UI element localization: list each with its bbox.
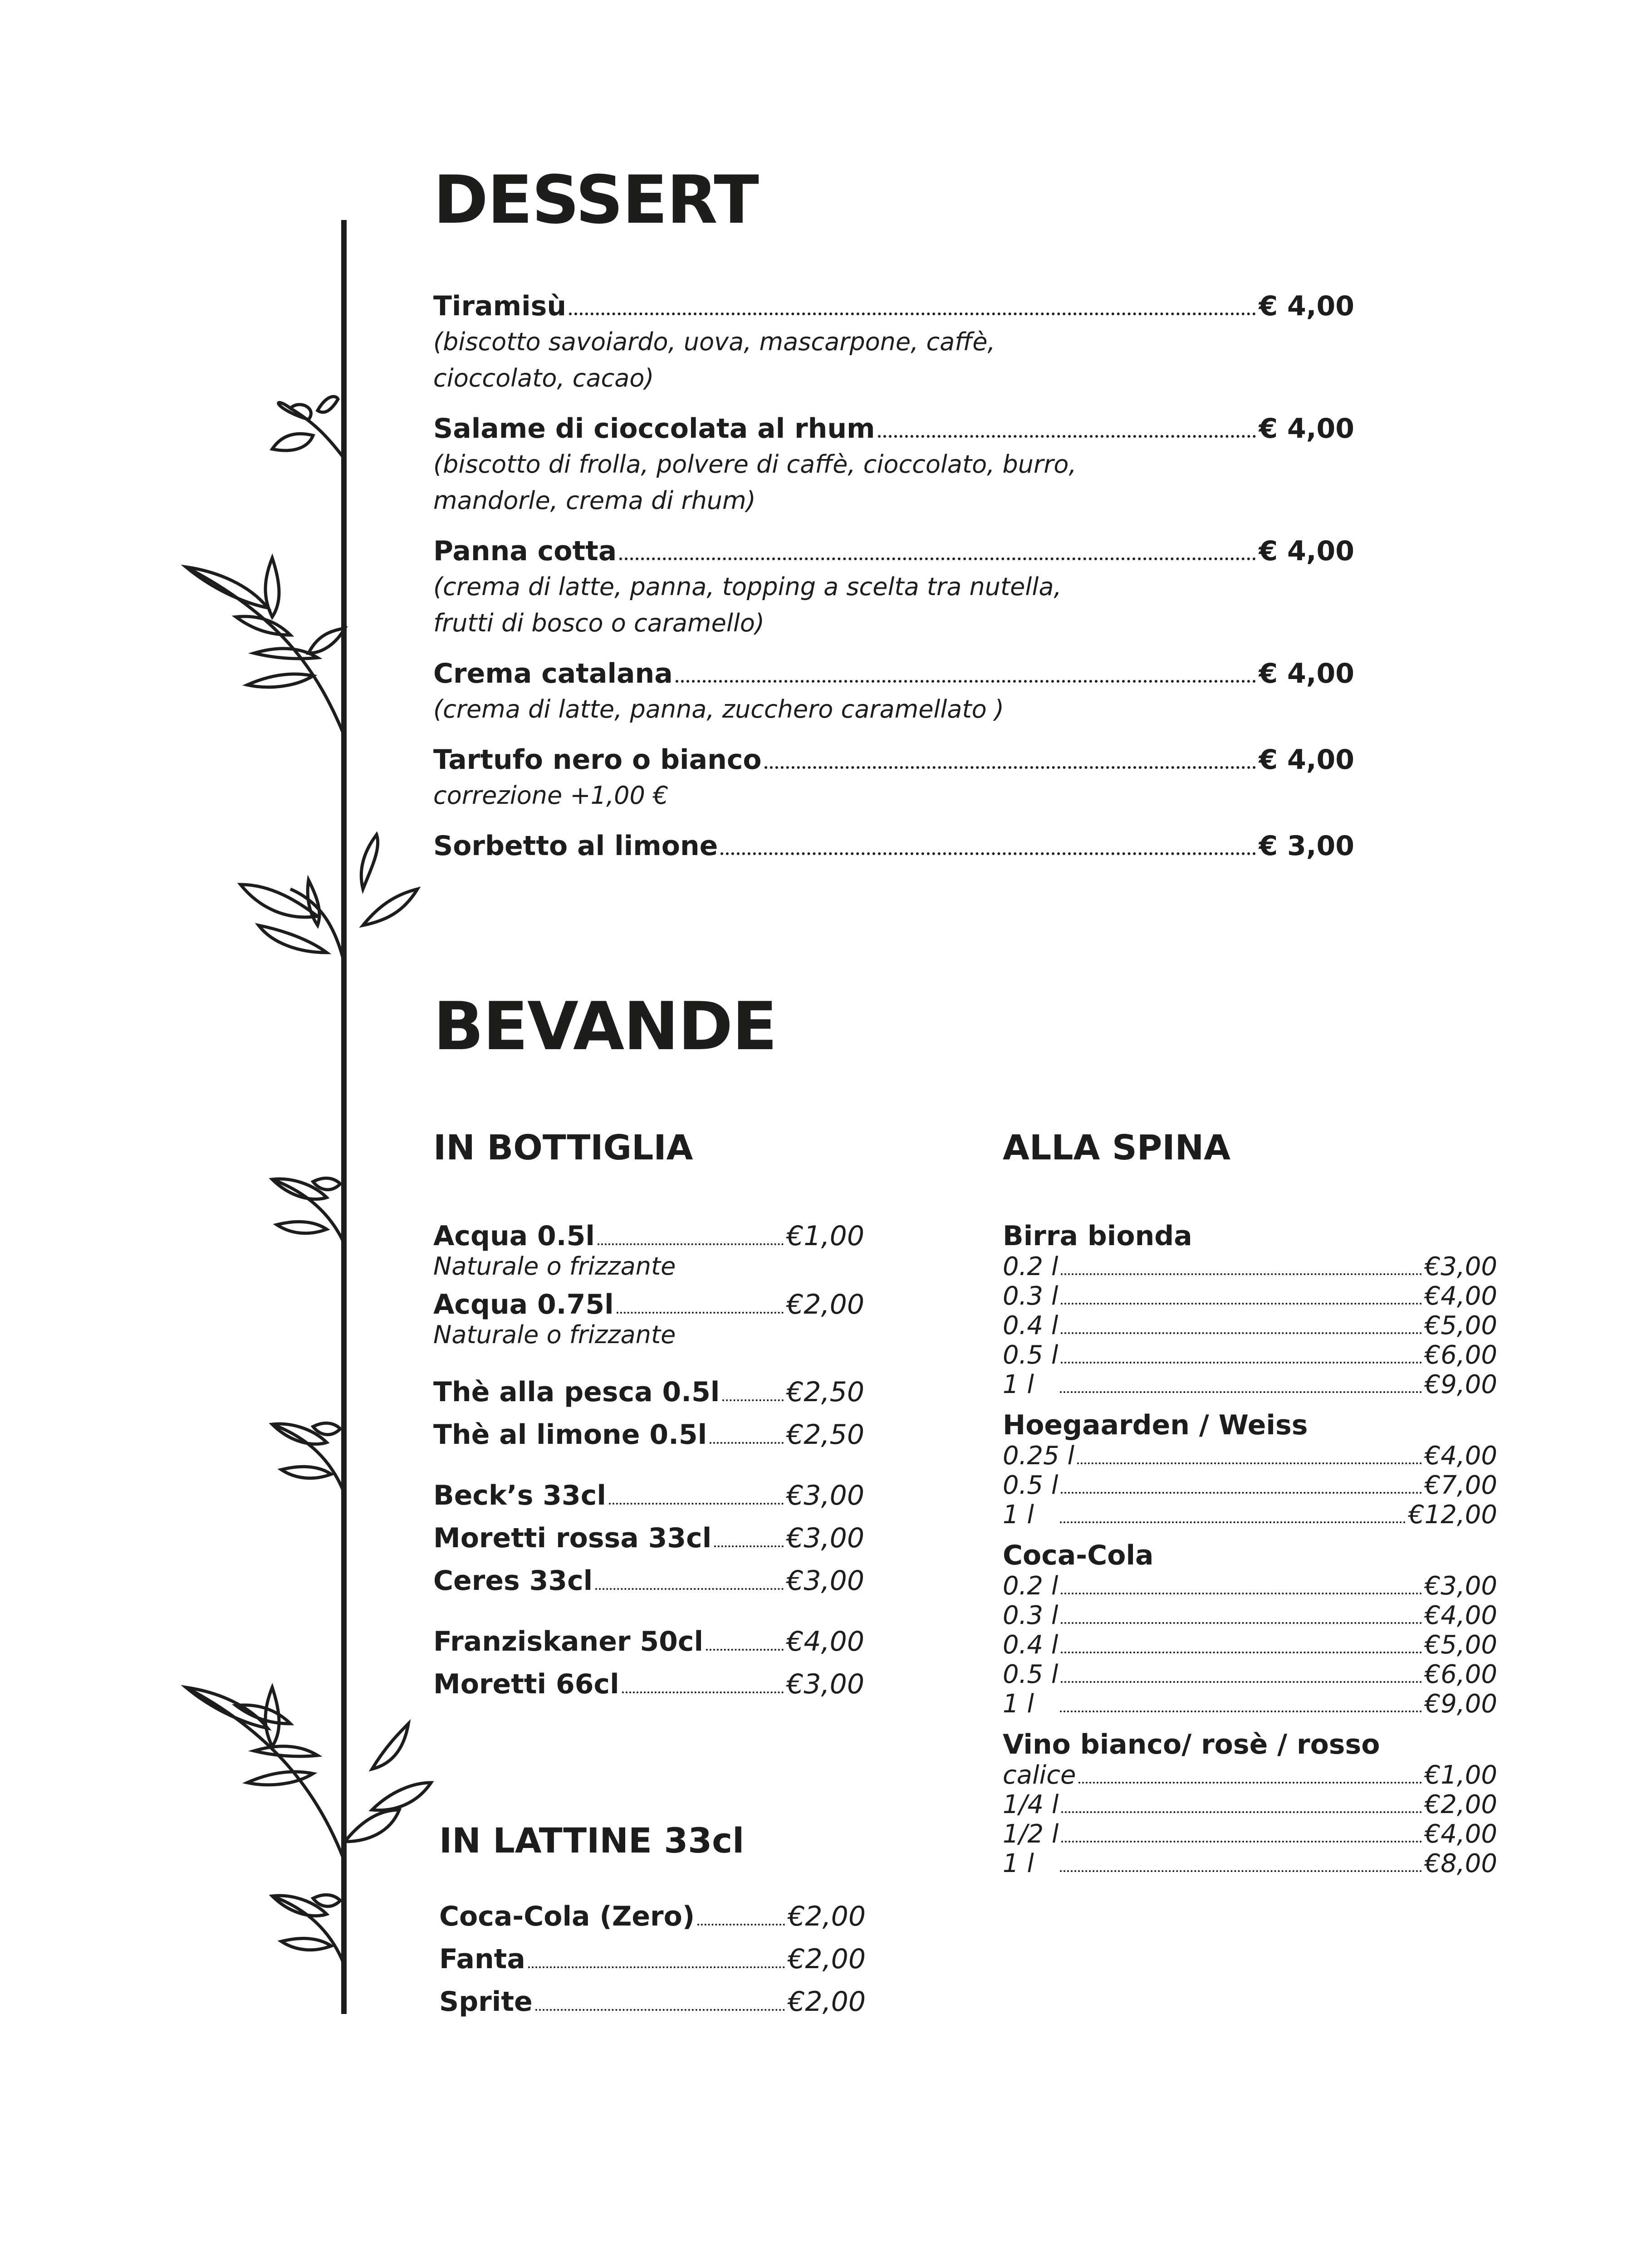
drink-name: Moretti 66cl [433,1668,619,1700]
drink-item [433,1480,864,1511]
drink-price: €2,00 [788,1943,866,1975]
bottiglia-title: IN BOTTIGLIA [433,1127,693,1168]
drink-item [433,1668,864,1700]
size-label: 1 l [1003,1500,1034,1530]
lattine-title: IN LATTINE 33cl [439,1820,745,1861]
dessert-item [433,830,1354,862]
drink-price: €2,00 [788,1986,866,2018]
drink-name: Franziskaner 50cl [433,1626,704,1657]
drink-price: €2,00 [786,1289,864,1320]
item-price: € 4,00 [1259,413,1354,445]
drink-price: €3,00 [786,1522,864,1554]
size-label: 1 l [1003,1849,1034,1878]
drink-note: Naturale o frizzante [433,1252,676,1281]
size-price: €3,00 [1424,1252,1497,1281]
dessert-title: DESSERT [433,161,758,239]
size-label: 0.2 l [1003,1252,1059,1281]
item-name: Panna cotta [433,535,617,567]
group-name: Vino bianco/ rosè / rosso [1003,1729,1380,1760]
dessert-list [433,290,1354,862]
drink-item [433,1419,864,1451]
drink-name: Fanta [439,1943,525,1975]
drink-item [433,1565,864,1597]
spina-group [1003,1409,1497,1530]
item-description: correzione +1,00 € [433,781,669,810]
drink-item [433,1220,864,1281]
size-label: calice [1003,1760,1076,1790]
dessert-item [433,413,1354,519]
drink-name: Ceres 33cl [433,1565,593,1597]
size-price: €6,00 [1424,1340,1497,1370]
drink-name: Acqua 0.5l [433,1220,595,1252]
lattine-list [439,1901,866,2018]
size-label: 0.4 l [1003,1630,1059,1660]
group-name: Coca-Cola [1003,1540,1154,1571]
size-price: €4,00 [1424,1601,1497,1630]
size-label: 1 l [1003,1689,1034,1719]
size-price: €8,00 [1424,1849,1497,1878]
drink-item [439,1986,866,2018]
bottiglia-list [433,1220,864,1700]
item-description: (biscotto savoiardo, uova, mascarpone, caffè, cioccolato, cacao) [433,327,995,392]
size-price: €7,00 [1424,1471,1497,1500]
spina-group [1003,1729,1497,1878]
drink-item [433,1289,864,1349]
size-label: 0.4 l [1003,1311,1059,1340]
size-label: 0.5 l [1003,1660,1059,1689]
size-label: 1/4 l [1003,1790,1059,1819]
dessert-item [433,535,1354,641]
item-name: Tartufo nero o bianco [433,744,762,776]
dessert-item [433,658,1354,728]
size-price: €3,00 [1424,1571,1497,1601]
group-name: Hoegaarden / Weiss [1003,1409,1308,1441]
drink-price: €2,50 [786,1419,864,1451]
drink-name: Thè al limone 0.5l [433,1419,707,1451]
drink-name: Sprite [439,1986,533,2018]
drink-price: €3,00 [786,1480,864,1511]
size-price: €2,00 [1424,1790,1497,1819]
item-price: € 4,00 [1259,744,1354,776]
drink-name: Beck’s 33cl [433,1480,606,1511]
size-price: €12,00 [1408,1500,1497,1530]
item-description: (crema di latte, panna, topping a scelta tra nutella, frutti di bosco o caramello) [433,572,1062,637]
drink-name: Acqua 0.75l [433,1289,614,1320]
drink-item [433,1376,864,1408]
drink-price: €4,00 [786,1626,864,1657]
item-name: Crema catalana [433,658,673,689]
item-price: € 4,00 [1259,290,1354,322]
drink-name: Coca-Cola (Zero) [439,1901,695,1932]
dessert-item [433,744,1354,814]
size-price: €5,00 [1424,1311,1497,1340]
drink-price: €2,00 [788,1901,866,1932]
spina-group [1003,1220,1497,1399]
size-label: 0.3 l [1003,1281,1059,1311]
item-name: Tiramisù [433,290,567,322]
drink-price: €2,50 [786,1376,864,1408]
drink-item [433,1626,864,1657]
spina-group [1003,1540,1497,1719]
size-label: 0.25 l [1003,1441,1075,1471]
drink-price: €3,00 [786,1565,864,1597]
drink-price: €3,00 [786,1668,864,1700]
item-description: (biscotto di frolla, polvere di caffè, cioccolato, burro, mandorle, crema di rhum) [433,450,1077,515]
item-price: € 4,00 [1259,535,1354,567]
size-label: 1/2 l [1003,1819,1059,1849]
size-label: 0.3 l [1003,1601,1059,1630]
drink-item [433,1522,864,1554]
group-name: Birra bionda [1003,1220,1192,1252]
size-price: €5,00 [1424,1630,1497,1660]
size-label: 0.5 l [1003,1471,1059,1500]
size-price: €4,00 [1424,1281,1497,1311]
size-price: €4,00 [1424,1441,1497,1471]
size-price: €4,00 [1424,1819,1497,1849]
drink-item [439,1901,866,1932]
item-description: (crema di latte, panna, zucchero caramellato ) [433,695,1004,723]
size-price: €6,00 [1424,1660,1497,1689]
size-label: 0.5 l [1003,1340,1059,1370]
item-price: € 4,00 [1259,658,1354,689]
size-label: 1 l [1003,1370,1034,1399]
size-price: €9,00 [1424,1689,1497,1719]
dessert-item [433,290,1354,396]
drink-name: Thè alla pesca 0.5l [433,1376,720,1408]
size-label: 0.2 l [1003,1571,1059,1601]
spina-list [1003,1220,1497,1878]
item-price: € 3,00 [1259,830,1354,862]
drink-price: €1,00 [786,1220,864,1252]
item-name: Salame di cioccolata al rhum [433,413,875,445]
size-price: €9,00 [1424,1370,1497,1399]
spina-title: ALLA SPINA [1003,1127,1231,1168]
drink-note: Naturale o frizzante [433,1320,676,1349]
drink-item [439,1943,866,1975]
item-name: Sorbetto al limone [433,830,718,862]
drink-name: Moretti rossa 33cl [433,1522,712,1554]
size-price: €1,00 [1424,1760,1497,1790]
bevande-title: BEVANDE [433,988,777,1065]
